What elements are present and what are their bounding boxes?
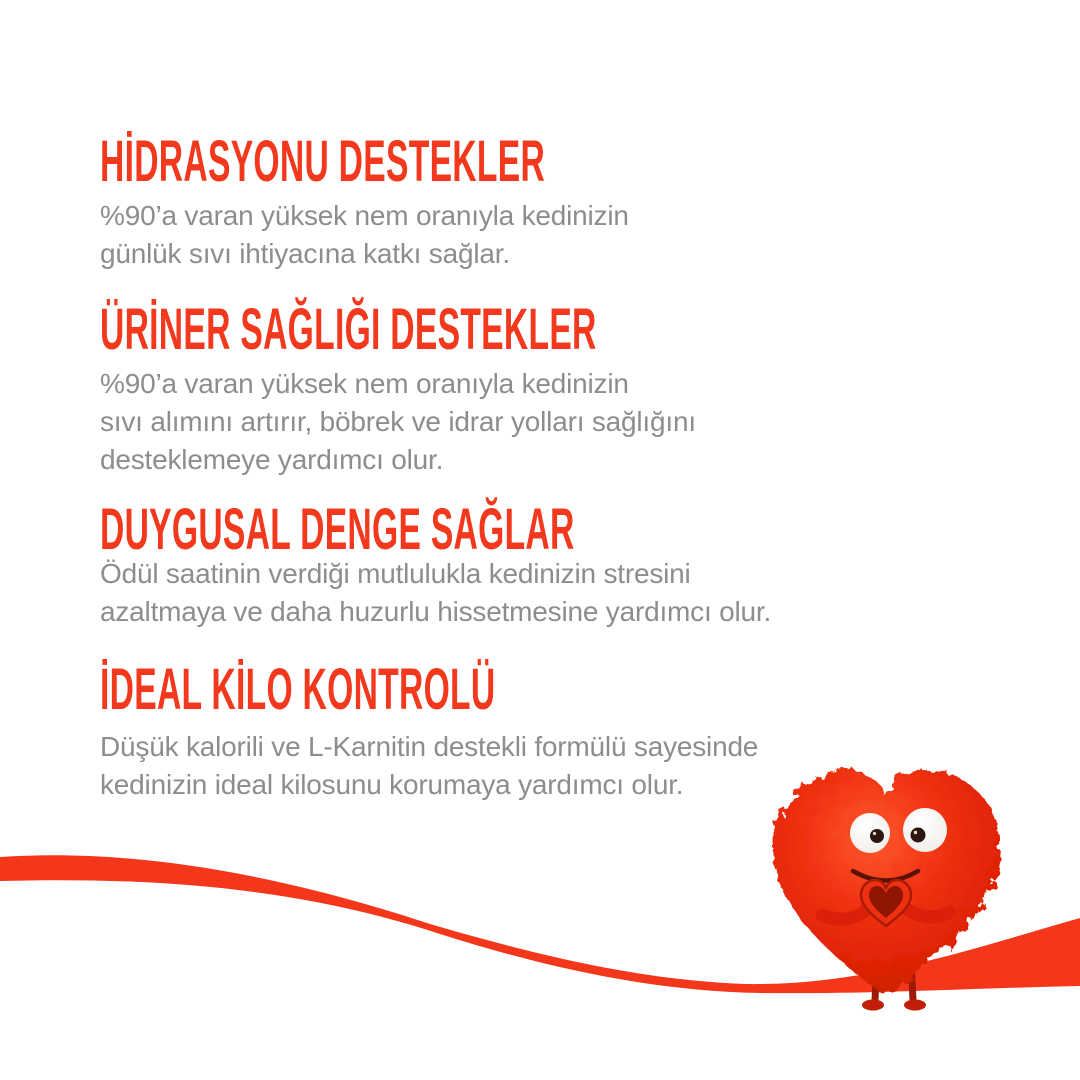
section-body-emotional — [100, 555, 771, 631]
body-line: %90’a varan yüksek nem oranıyla kedinizin — [100, 200, 629, 231]
body-line: %90’a varan yüksek nem oranıyla kedinizin — [100, 368, 629, 399]
body-line: günlük sıvı ihtiyacına katkı sağlar. — [100, 238, 510, 269]
section-heading-hydration: HİDRASYONU DESTEKLER — [100, 129, 546, 194]
body-line: desteklemeye yardımcı olur. — [100, 444, 444, 475]
body-line: Ödül saatinin verdiği mutlulukla kedinizin stresini — [100, 558, 691, 589]
fuzzy-heart-mascot-icon — [760, 750, 1012, 1018]
section-body-hydration — [100, 197, 629, 273]
body-line: sıvı alımını artırır, böbrek ve idrar yolları sağlığını — [100, 406, 696, 437]
body-line: azaltmaya ve daha huzurlu hissetmesine yardımcı olur. — [100, 596, 772, 627]
section-heading-urinary: ÜRİNER SAĞLIĞI DESTEKLER — [100, 297, 597, 362]
section-body-urinary — [100, 365, 696, 479]
section-heading-emotional: DUYGUSAL DENGE SAĞLAR — [100, 497, 575, 562]
section-heading-weight: İDEAL KİLO KONTROLÜ — [100, 657, 496, 722]
section-body-weight — [100, 728, 758, 804]
body-line: kedinizin ideal kilosunu korumaya yardımcı olur. — [100, 769, 684, 800]
body-line: Düşük kalorili ve L-Karnitin destekli formülü sayesinde — [100, 731, 759, 762]
mascot-body — [774, 770, 1000, 996]
